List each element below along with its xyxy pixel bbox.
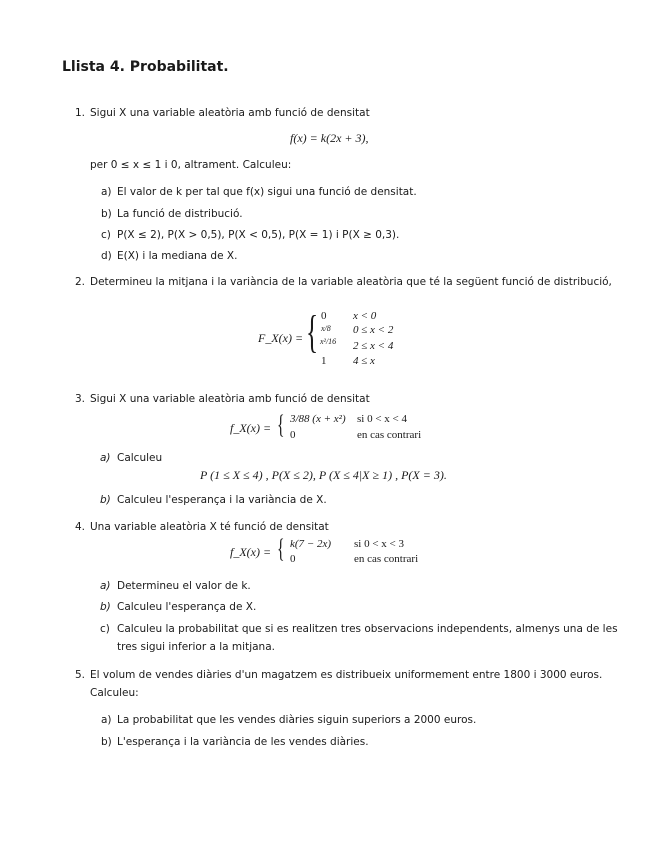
p1-item-b: La funció de distribució. <box>117 208 243 220</box>
p1-item-label: a) <box>101 186 112 198</box>
p1-item-a: El valor de k per tal que f(x) sigui una funció de densitat. <box>117 186 417 198</box>
p4-item-label: b) <box>100 601 111 613</box>
p3-case-cond: en cas contrari <box>357 429 422 441</box>
p4-item-label: c) <box>100 623 110 635</box>
problem-2-number: 2. <box>75 276 86 288</box>
p4-case-value: k(7 − 2x) <box>290 538 332 550</box>
problem-4-intro: Una variable aleatòria X té funció de densitat <box>90 521 329 533</box>
p2-case-cond: x < 0 <box>353 310 377 322</box>
p4-case-cond: si 0 < x < 3 <box>354 538 404 550</box>
p2-brace: { <box>306 306 319 357</box>
p3-case-value: 0 <box>290 429 296 441</box>
p3-item-a: Calculeu <box>117 452 163 464</box>
problem-1-number: 1. <box>75 107 86 119</box>
p5-item-label: b) <box>101 736 112 748</box>
p2-case-cond: 2 ≤ x < 4 <box>353 340 394 352</box>
p3-lhs: f_X(x) = <box>230 421 272 435</box>
p2-case-cond: 0 ≤ x < 2 <box>353 324 394 336</box>
p3-item-b: Calculeu l'esperança i la variància de X. <box>117 494 327 506</box>
p2-case-value: x/8 <box>321 324 331 333</box>
p5-item-label: a) <box>101 714 112 726</box>
problem-1-formula: f(x) = k(2x + 3), <box>290 131 369 145</box>
problem-2-intro: Determineu la mitjana i la variància de la variable aleatòria que té la següent funció de distribució, <box>90 276 612 288</box>
p5-item-b: L'esperança i la variància de les vendes diàries. <box>117 736 369 748</box>
p4-case-value: 0 <box>290 553 296 565</box>
p1-item-c: P(X ≤ 2), P(X > 0,5), P(X < 0,5), P(X = 1) i P(X ≥ 0,3). <box>117 229 400 241</box>
p3-item-label: b) <box>100 494 111 506</box>
problem-5-intro: El volum de vendes diàries d'un magatzem es distribueix uniformement entre 1800 i 3000 euros. <box>90 669 603 681</box>
p3-item-label: a) <box>100 452 111 464</box>
p4-item-c: Calculeu la probabilitat que si es realitzen tres observacions independents, almenys una de les <box>117 623 618 635</box>
p4-case-cond: en cas contrari <box>354 553 419 565</box>
p4-item-b: Calculeu l'esperança de X. <box>117 601 257 613</box>
p2-lhs: F_X(x) = <box>258 331 304 345</box>
p2-case-cond: 4 ≤ x <box>353 355 375 367</box>
p1-item-d: E(X) i la mediana de X. <box>117 250 238 262</box>
p2-case-value: 0 <box>321 310 327 322</box>
p5-item-a: La probabilitat que les vendes diàries siguin superiors a 2000 euros. <box>117 714 477 726</box>
problem-3-intro: Sigui X una variable aleatòria amb funció de densitat <box>90 393 370 405</box>
p2-case-value: 1 <box>321 355 327 367</box>
problem-3-number: 3. <box>75 393 86 405</box>
problem-1-condition: per 0 ≤ x ≤ 1 i 0, altrament. Calculeu: <box>90 159 292 171</box>
problem-5-intro-cont: Calculeu: <box>90 687 139 699</box>
problem-1-intro: Sigui X una variable aleatòria amb funció de densitat <box>90 107 370 119</box>
page-title: Llista 4. Probabilitat. <box>62 59 229 75</box>
p4-brace: { <box>277 534 285 563</box>
p3-case-value: 3/88 (x + x²) <box>290 413 346 425</box>
p1-item-label: d) <box>101 250 112 262</box>
p2-case-value: x²/16 <box>320 337 337 346</box>
p3-case-cond: si 0 < x < 4 <box>357 413 407 425</box>
p4-lhs: f_X(x) = <box>230 545 272 559</box>
p1-item-label: b) <box>101 208 112 220</box>
p1-item-label: c) <box>101 229 111 241</box>
p4-item-c-cont: tres sigui inferior a la mitjana. <box>117 641 275 653</box>
problem-5-number: 5. <box>75 669 86 681</box>
p4-item-label: a) <box>100 580 111 592</box>
problem-4-number: 4. <box>75 521 86 533</box>
p3-brace: { <box>277 410 285 439</box>
p4-item-a: Determineu el valor de k. <box>117 580 251 592</box>
p3-probabilities: P (1 ≤ X ≤ 4) , P(X ≤ 2), P (X ≤ 4|X ≥ 1) , P(X = 3). <box>200 468 447 482</box>
